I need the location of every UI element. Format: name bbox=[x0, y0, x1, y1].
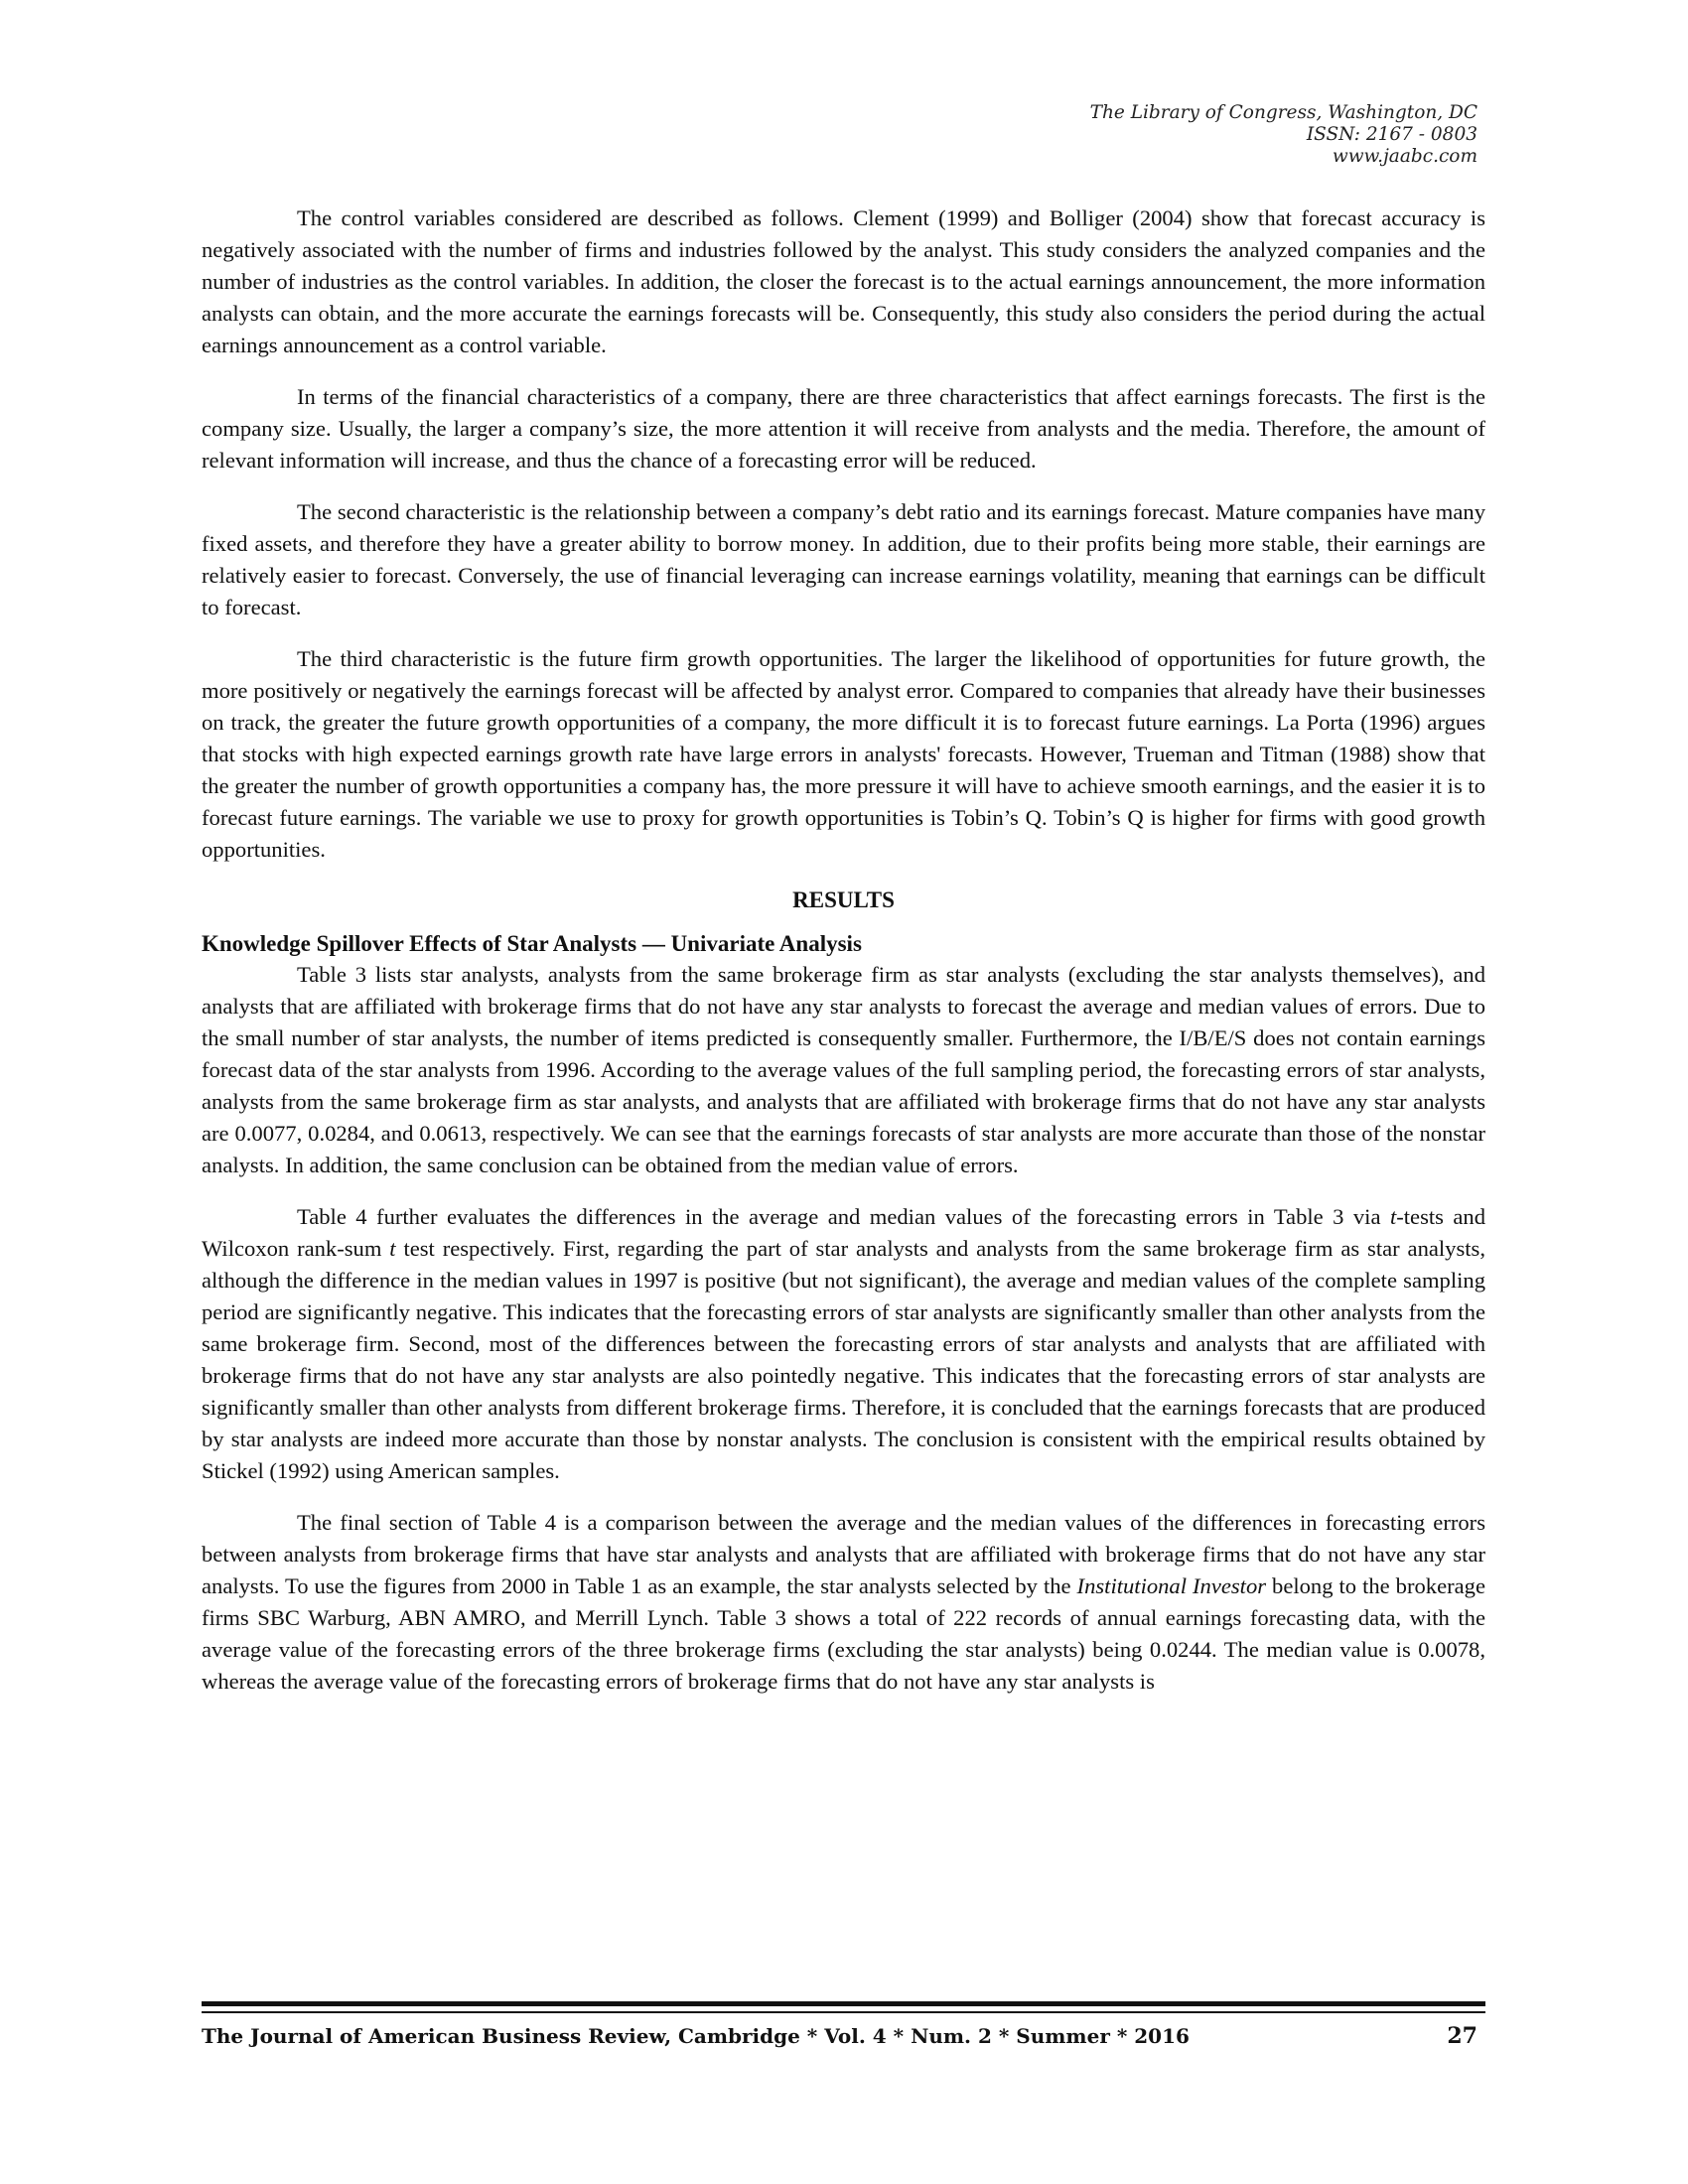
paragraph-table3: Table 3 lists star analysts, analysts from the same brokerage firm as star analysts (excluding the star analysts themselves), and analysts that are affiliated with brokerage firms that do not have any star analysts to forecast the average and median values of errors. Due to the small number of star analysts, the number of items predicted is consequently smaller. Furthermore, the I/B/E/S does not contain earnings forecast data of the star analysts from 1996. According to the average values of the full sampling period, the forecasting errors of star analysts, analysts from the same brokerage firm as star analysts, and analysts that are affiliated with brokerage firms that do not have any star analysts are 0.0077, 0.0284, and 0.0613, respectively. We can see that the earnings forecasts of star analysts are more accurate than those of the nonstar analysts. In addition, the same conclusion can be obtained from the median value of errors. bbox=[202, 962, 1485, 1177]
p7-italic-journal: Institutional Investor bbox=[1076, 1573, 1267, 1598]
p6-text-c: test respectively. First, regarding the part of star analysts and analysts from the same brokerage firm as star analysts, although the difference in the median values in 1997 is positive (but not significant), the average and median values of the complete sampling period are significantly negative. This indicates that the forecasting errors of star analysts are significantly smaller than other analysts from the same brokerage firm. Second, most of the differences between the forecasting errors of star analysts and analysts that are affiliated with brokerage firms that do not have any star analysts are also pointedly negative. This indicates that the forecasting errors of star analysts are significantly smaller than other analysts from different brokerage firms. Therefore, it is concluded that the earnings forecasts that are produced by star analysts are indeed more accurate than those by nonstar analysts. The conclusion is consistent with the empirical results obtained by Stickel (1992) using American samples. bbox=[202, 1236, 1485, 1483]
paragraph-growth-opportunities: The third characteristic is the future firm growth opportunities. The larger the likelihood of opportunities for future growth, the more positively or negatively the earnings forecast will be affected by analyst error. Compared to companies that already have their businesses on track, the greater the future growth opportunities of a company, the more difficult it is to forecast future earnings. La Porta (1996) argues that stocks with high expected earnings growth rate have large errors in analysts' forecasts. However, Trueman and Titman (1988) show that the greater the number of growth opportunities a company has, the more pressure it will have to achieve smooth earnings, and the easier it is to forecast future earnings. The variable we use to proxy for growth opportunities is Tobin’s Q. Tobin’s Q is higher for firms with good growth opportunities. bbox=[202, 646, 1485, 862]
page-number: 27 bbox=[1447, 2023, 1477, 2049]
paragraph-control-variables: The control variables considered are described as follows. Clement (1999) and Bolliger (2004) show that forecast accuracy is negatively associated with the number of firms and industries followed by the analyst. This study considers the analyzed companies and the number of industries as the control variables. In addition, the closer the forecast is to the actual earnings announcement, the more information analysts can obtain, and the more accurate the earnings forecasts will be. Consequently, this study also considers the period during the actual earnings announcement as a control variable. bbox=[202, 205, 1485, 357]
header-institution: The Library of Congress, Washington, DC bbox=[1089, 102, 1477, 123]
section-title: RESULTS bbox=[792, 887, 895, 912]
p6-text-b: -tests and Wilcoxon rank-sum bbox=[202, 1204, 1486, 1261]
header-website: www.jaabc.com bbox=[1332, 146, 1477, 167]
p6-italic-t2: t bbox=[389, 1236, 396, 1261]
p6-text-a: Table 4 further evaluates the differences in the average and median values of the forecasting errors in Table 3 via bbox=[297, 1204, 1390, 1229]
paragraph-final-section bbox=[202, 1507, 1485, 1698]
paragraph-debt-ratio: The second characteristic is the relationship between a company’s debt ratio and its earnings forecast. Mature companies have many fixed assets, and therefore they have a greater ability to borrow money. In addition, due to their profits being more stable, their earnings are relatively easier to forecast. Conversely, the use of financial leveraging can increase earnings volatility, meaning that earnings can be difficult to forecast. bbox=[202, 499, 1485, 619]
running-header bbox=[882, 102, 1477, 168]
subsection-title: Knowledge Spillover Effects of Star Analysts — Univariate Analysis bbox=[202, 931, 862, 956]
p6-italic-t1: t bbox=[1389, 1204, 1397, 1229]
footer-journal-title: The Journal of American Business Review, Cambridge * Vol. 4 * Num. 2 * Summer * 2016 bbox=[202, 2024, 1190, 2048]
paragraph-financial-characteristics: In terms of the financial characteristics of a company, there are three characteristics that affect earnings forecasts. The first is the company size. Usually, the larger a company’s size, the more attention it will receive from analysts and the media. Therefore, the amount of relevant information will increase, and thus the chance of a forecasting error will be reduced. bbox=[202, 384, 1485, 473]
p7-text-b: belong to the brokerage firms SBC Warburg, ABN AMRO, and Merrill Lynch. Table 3 shows a total of 222 records of annual earnings forecasting data, with the average value of the forecasting errors of the three brokerage firms (excluding the star analysts) being 0.0244. The median value is 0.0078, whereas the average value of the forecasting errors of brokerage firms that do not have any star analysts is bbox=[202, 1573, 1485, 1694]
p7-text-a: The final section of Table 4 is a comparison between the average and the median values of the differences in forecasting errors between analysts from brokerage firms that have star analysts and analysts that are affiliated with brokerage firms that do not have any star analysts. To use the figures from 2000 in Table 1 as an example, the star analysts selected by the bbox=[202, 1510, 1485, 1598]
header-issn: ISSN: 2167 - 0803 bbox=[1306, 124, 1477, 145]
article-body bbox=[202, 203, 1485, 1717]
paragraph-table4 bbox=[202, 1201, 1485, 1487]
footer-rule-thin bbox=[202, 2011, 1485, 2013]
footer-rule-thick bbox=[202, 2001, 1485, 2006]
